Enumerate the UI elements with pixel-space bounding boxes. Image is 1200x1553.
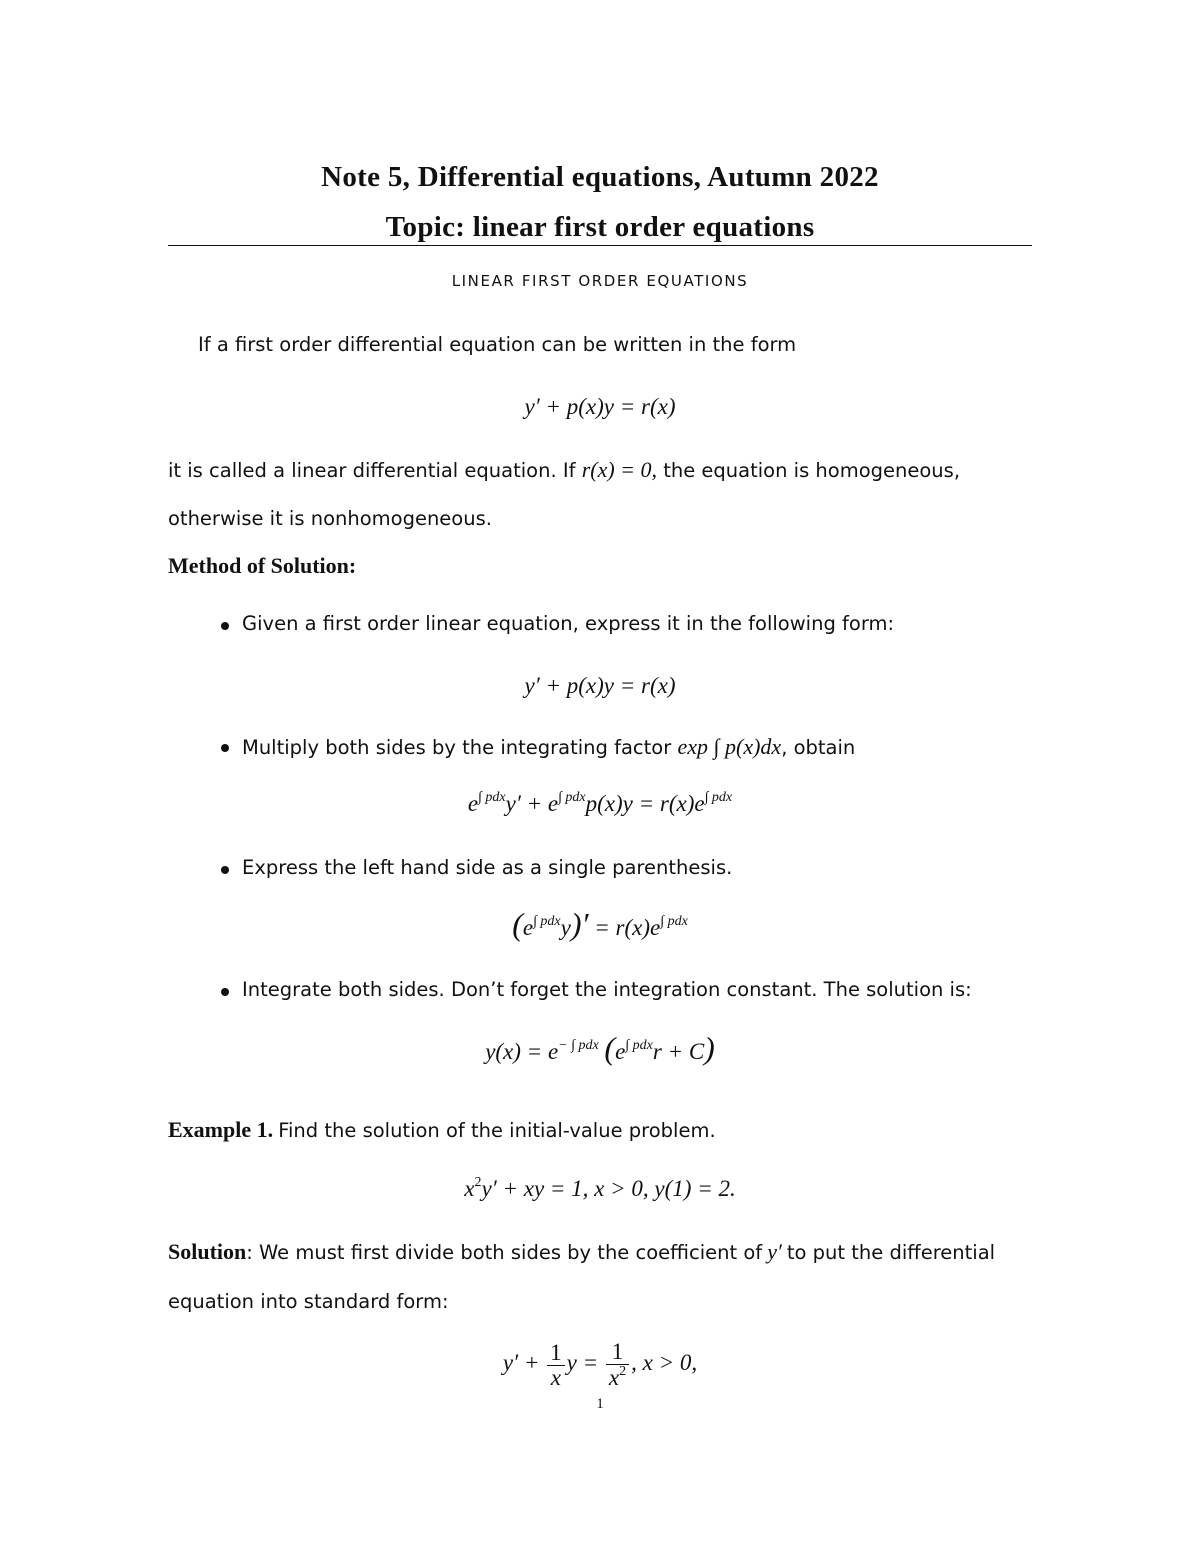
eq4-open-paren: ( — [604, 1030, 616, 1066]
bullet-1 — [221, 622, 229, 630]
section-heading: LINEAR FIRST ORDER EQUATIONS — [451, 272, 749, 290]
eq3-sup2: ∫ pdx — [660, 914, 688, 929]
solution-line-2: equation into standard form: — [168, 1290, 449, 1313]
example-eq-rest: y′ + xy = 1, x > 0, y(1) = 2. — [481, 1176, 736, 1201]
definition-text-c: the equation is homogeneous, — [663, 459, 961, 482]
solution-variable: y′ — [767, 1239, 782, 1264]
final-eq-c: , x > 0, — [631, 1350, 698, 1376]
equation-main-text: y′ + p(x)y = r(x) — [524, 394, 676, 419]
step-3-text: Express the left hand side as a single parenthesis. — [242, 856, 733, 879]
eq3-close-paren: )′ — [570, 906, 589, 942]
fraction-1-denominator: x — [550, 1364, 562, 1390]
eq2-sup3: ∫ pdx — [704, 790, 733, 805]
eq3-open-paren: ( — [512, 906, 523, 942]
eq3-rhs: = r(x)e — [594, 915, 661, 940]
document-title: Note 5, Differential equations, Autumn 2022 — [321, 161, 879, 193]
final-eq-b: y = — [566, 1350, 599, 1376]
step-2-text — [242, 734, 855, 760]
definition-text-a: it is called a linear differential equation. If — [168, 459, 576, 482]
eq3-e: e — [522, 915, 534, 940]
page-number: 1 — [596, 1396, 604, 1412]
fraction-2-numerator: 1 — [606, 1340, 629, 1365]
step-4-text: Integrate both sides. Don’t forget the integration constant. The solution is: — [242, 978, 972, 1001]
eq3-y: y — [560, 915, 571, 940]
definition-condition: r(x) = 0, — [581, 457, 658, 482]
solution-text-a: : We must first divide both sides by the coefficient of — [246, 1241, 763, 1264]
eq4-sup1: − ∫ pdx — [558, 1038, 599, 1053]
eq2-sup1: ∫ pdx — [478, 790, 506, 805]
definition-line-1 — [168, 457, 1032, 483]
equation-main — [0, 394, 1200, 420]
eq2-sup2: ∫ pdx — [558, 790, 586, 805]
step-2-text-b: , obtain — [781, 736, 856, 759]
eq4-rest: r + C — [652, 1039, 705, 1064]
step-1-equation-text: y′ + p(x)y = r(x) — [524, 673, 676, 698]
step-1-text: Given a first order linear equation, express it in the following form: — [242, 612, 895, 635]
eq2-part1: y′ + e — [505, 791, 559, 816]
bullet-2 — [221, 744, 229, 752]
fraction-2-exponent: 2 — [619, 1364, 627, 1380]
example-equation — [0, 1175, 1200, 1202]
step-2-text-a: Multiply both sides by the integrating factor — [242, 736, 672, 759]
topic-subtitle: Topic: linear first order equations — [385, 211, 815, 243]
step-4-equation — [0, 1030, 1200, 1067]
example-eq-sup: 2 — [474, 1175, 482, 1190]
definition-line-2: otherwise it is nonhomogeneous. — [168, 507, 492, 530]
solution-text-b: to put the differential — [786, 1241, 996, 1264]
eq4-close-paren: ) — [704, 1030, 715, 1066]
example-text: Find the solution of the initial-value problem. — [278, 1119, 716, 1142]
example-label: Example 1. — [168, 1117, 274, 1142]
solution-label: Solution — [168, 1239, 247, 1264]
fraction-1-numerator: 1 — [547, 1341, 565, 1366]
eq2-e1: e — [467, 791, 479, 816]
eq4-sup2: ∫ pdx — [625, 1038, 653, 1053]
fraction-2 — [606, 1340, 629, 1390]
eq4-lhs: y(x) = e — [485, 1039, 559, 1064]
solution-line-1 — [168, 1239, 995, 1265]
eq2-part2: p(x)y = r(x)e — [585, 791, 705, 816]
method-heading: Method of Solution: — [168, 553, 357, 578]
example-eq-base: x — [464, 1176, 475, 1201]
title-rule — [168, 245, 1032, 246]
eq4-e: e — [615, 1039, 626, 1064]
final-equation — [0, 1340, 1200, 1390]
final-eq-a: y′ + — [502, 1350, 540, 1376]
step-2-equation — [0, 790, 1200, 817]
fraction-1 — [547, 1341, 565, 1390]
step-1-equation — [0, 673, 1200, 699]
bullet-3 — [221, 866, 229, 874]
example-line — [168, 1117, 716, 1143]
step-3-equation — [0, 906, 1200, 943]
fraction-2-denominator: x — [608, 1365, 620, 1391]
bullet-4 — [221, 988, 229, 996]
eq3-sup: ∫ pdx — [533, 914, 561, 929]
intro-paragraph: If a first order differential equation can be written in the form — [198, 333, 797, 356]
integrating-factor: exp ∫ p(x)dx — [677, 734, 782, 759]
